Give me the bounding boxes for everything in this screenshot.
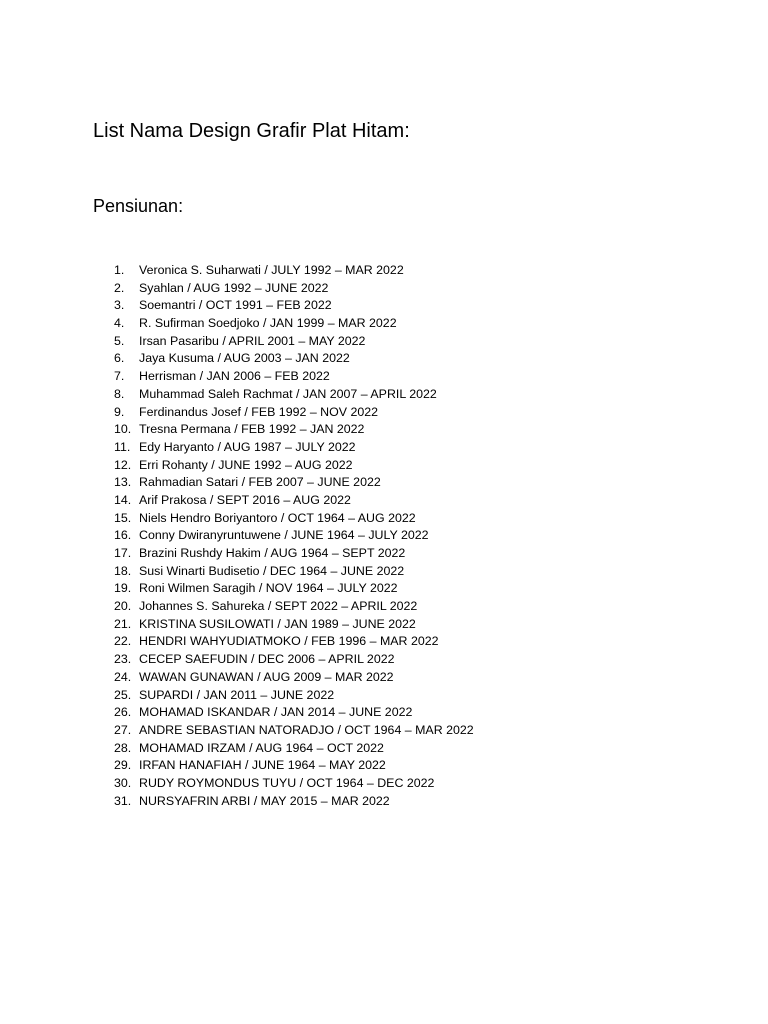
list-item-number: 2. (114, 280, 125, 295)
list-item-number: 21. (114, 616, 132, 631)
list-item-text: Ferdinandus Josef / FEB 1992 – NOV 2022 (139, 404, 379, 419)
list-item-text: R. Sufirman Soedjoko / JAN 1999 – MAR 2022 (139, 316, 397, 331)
list-item-number: 28. (114, 740, 132, 755)
list-item-number: 7. (114, 369, 125, 384)
list-item-number: 24. (114, 669, 132, 684)
list-item-text: NURSYAFRIN ARBI / MAY 2015 – MAR 2022 (139, 793, 390, 808)
list-item-text: Veronica S. Suharwati / JULY 1992 – MAR 2022 (139, 263, 404, 277)
list-item-text: Niels Hendro Boriyantoro / OCT 1964 – AUG 2022 (139, 510, 416, 525)
list-item-text: RUDY ROYMONDUS TUYU / OCT 1964 – DEC 2022 (139, 775, 435, 790)
list-item-number: 19. (114, 581, 132, 596)
list-item-text: Conny Dwiranyruntuwene / JUNE 1964 – JULY 2022 (139, 528, 429, 543)
list-item-number: 23. (114, 652, 132, 667)
list-item-number: 30. (114, 775, 132, 790)
list-item-text: Muhammad Saleh Rachmat / JAN 2007 – APRIL 2022 (139, 386, 437, 401)
list-item-text: KRISTINA SUSILOWATI / JAN 1989 – JUNE 2022 (139, 616, 416, 631)
list-item-text: HENDRI WAHYUDIATMOKO / FEB 1996 – MAR 2022 (139, 634, 439, 649)
list-item-number: 10. (114, 422, 132, 437)
list-item-text: Herrisman / JAN 2006 – FEB 2022 (139, 369, 330, 384)
list-item-text: SUPARDI / JAN 2011 – JUNE 2022 (139, 687, 335, 702)
list-item-number: 27. (114, 722, 132, 737)
list-item-number: 31. (114, 793, 132, 808)
list-item-number: 15. (114, 510, 132, 525)
list-item-text: Syahlan / AUG 1992 – JUNE 2022 (139, 280, 329, 295)
list-item-text: Jaya Kusuma / AUG 2003 – JAN 2022 (139, 351, 350, 366)
list-item-text: MOHAMAD IRZAM / AUG 1964 – OCT 2022 (139, 740, 384, 755)
list-item-number: 29. (114, 758, 132, 773)
list-item-number: 1. (114, 263, 125, 277)
list-item-text: ANDRE SEBASTIAN NATORADJO / OCT 1964 – MAR 2022 (139, 722, 474, 737)
list-item-number: 6. (114, 351, 125, 366)
list-item-number: 14. (114, 492, 132, 507)
list-item-text: CECEP SAEFUDIN / DEC 2006 – APRIL 2022 (139, 652, 395, 667)
list-item-text: MOHAMAD ISKANDAR / JAN 2014 – JUNE 2022 (139, 705, 413, 720)
list-item-number: 12. (114, 457, 132, 472)
list-item-text: Irsan Pasaribu / APRIL 2001 – MAY 2022 (139, 333, 366, 348)
list-item-number: 25. (114, 687, 132, 702)
list-item-text: Roni Wilmen Saragih / NOV 1964 – JULY 2022 (139, 581, 398, 596)
list-item-text: Rahmadian Satari / FEB 2007 – JUNE 2022 (139, 475, 381, 490)
list-item-number: 5. (114, 333, 125, 348)
list-item-text: Erri Rohanty / JUNE 1992 – AUG 2022 (139, 457, 353, 472)
list-item-text: Edy Haryanto / AUG 1987 – JULY 2022 (139, 439, 356, 454)
list-item-text: Brazini Rushdy Hakim / AUG 1964 – SEPT 2022 (139, 546, 406, 560)
list-item-number: 18. (114, 563, 132, 578)
list-item-number: 9. (114, 404, 125, 419)
list-item-number: 22. (114, 634, 132, 649)
list-item-number: 17. (114, 546, 132, 560)
document-title: List Nama Design Grafir Plat Hitam: (93, 120, 410, 142)
list-item-text: Johannes S. Sahureka / SEPT 2022 – APRIL 2022 (139, 599, 418, 614)
list-item-number: 26. (114, 705, 132, 720)
list-item-number: 20. (114, 599, 132, 614)
list-item-text: Arif Prakosa / SEPT 2016 – AUG 2022 (139, 492, 351, 507)
list-item-text: Susi Winarti Budisetio / DEC 1964 – JUNE 2022 (139, 563, 405, 578)
section-heading: Pensiunan: (93, 196, 184, 216)
list-item-number: 3. (114, 298, 125, 313)
list-item-text: WAWAN GUNAWAN / AUG 2009 – MAR 2022 (139, 669, 394, 684)
list-item-number: 4. (114, 316, 125, 331)
list-item-number: 16. (114, 528, 132, 543)
list-item-number: 11. (114, 439, 131, 454)
list-item-number: 8. (114, 386, 125, 401)
list-item-number: 13. (114, 475, 132, 490)
list-item-text: IRFAN HANAFIAH / JUNE 1964 – MAY 2022 (139, 758, 386, 773)
list-item-text: Soemantri / OCT 1991 – FEB 2022 (139, 298, 332, 313)
list-item-text: Tresna Permana / FEB 1992 – JAN 2022 (139, 422, 365, 437)
